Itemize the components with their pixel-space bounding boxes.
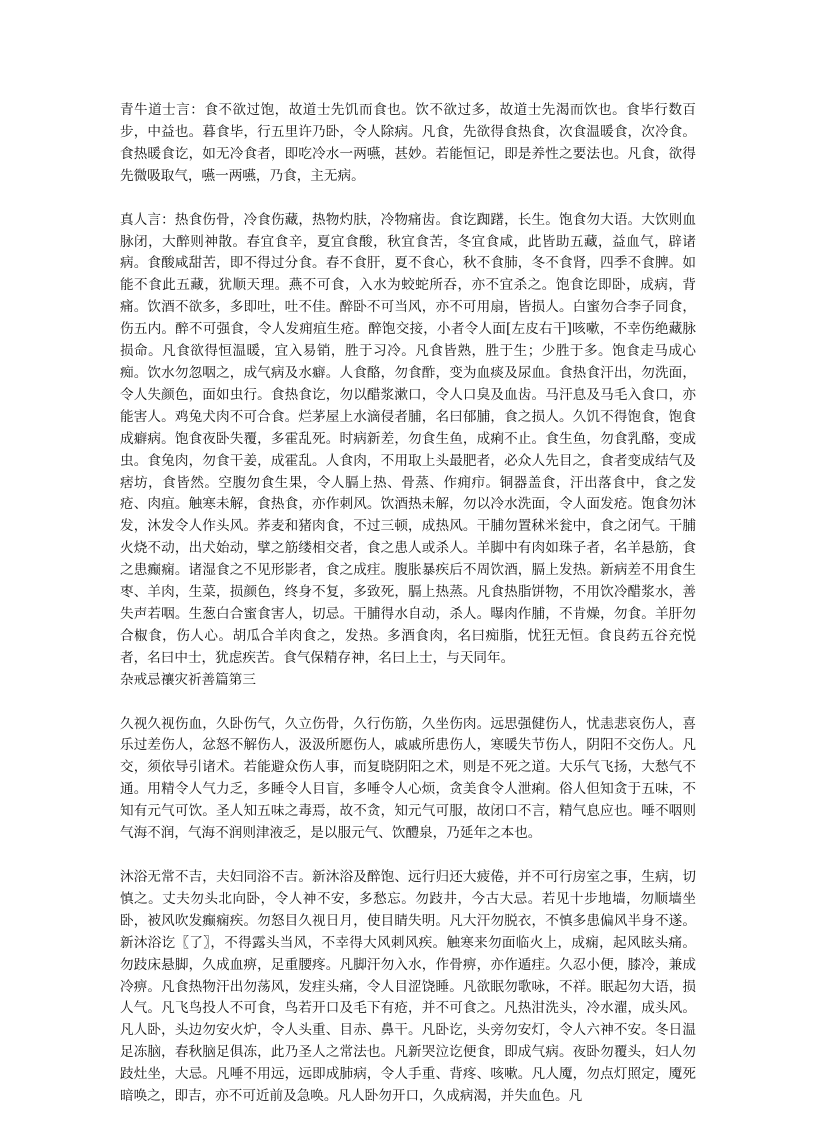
paragraph-qingniu: 青牛道士言：食不欲过饱，故道士先饥而食也。饮不欲过多，故道士先渴而饮也。食毕行数百步，中益也。暮食毕，行五里许乃卧，令人除病。凡食，先欲得食热食，次食温暖食，次冷食。食热暖食讫，如无冷食者，即吃冷水一两嚥，甚妙。若能恒记，即是养性之要法也。凡食，欲得先微吸取气，嚥一两嚥，乃食，主无病。 bbox=[120, 102, 696, 184]
paragraph-jiushi: 久视久视伤血，久卧伤气，久立伤骨，久行伤筋，久坐伤肉。远思强健伤人，忧恚悲哀伤人，喜乐过差伤人，忿怒不解伤人，汲汲所愿伤人，戚戚所患伤人，寒暖失节伤人，阴阳不交伤人。凡交，须依导引诸术。若能避众伤人事，而复晓阴阳之术，则是不死之道。大乐气飞扬，大愁气不通。用精令人气力乏，多睡令人目盲，多唾令人心烦，贪美食令人泄痢。俗人但知贪于五味，不知有元气可饮。圣人知五味之毒焉，故不贪，知元气可服，故闭口不言，精气息应也。唾不咽则气海不润，气海不润则津液乏，是以服元气、饮醴泉，乃延年之本也。 bbox=[120, 715, 696, 842]
document-page bbox=[120, 100, 696, 1130]
paragraph-muyu: 沐浴无常不吉，夫妇同浴不吉。新沐浴及醉饱、远行归还大疲倦，并不可行房室之事，生病，切慎之。丈夫勿头北向卧，令人神不安，多愁忘。勿跂井，今古大忌。若见十步地墙，勿顺墙坐卧，被风吹发癫痫疾。勿怒目久视日月，使目睛失明。凡大汗勿脱衣，不慎多患偏风半身不遂。新沐浴讫〖了〗，不得露头当风，不幸得大风刺风疾。触寒来勿面临火上，成痫，起风眩头痛。勿跂床悬脚，久成血痹，足重腰疼。凡脚汗勿入水，作骨痹，亦作遁疰。久忍小便，膝冷，兼成冷痹。凡食热物汗出勿荡风，发疰头痛，令人目涩饶睡。凡欲眠勿歌咏，不祥。眠起勿大语，损人气。凡飞鸟投人不可食，鸟若开口及毛下有疮，并不可食之。凡热泔洗头，冷水濯，成头风。凡人卧，头边勿安火炉，令人头重、目赤、鼻干。凡卧讫，头旁勿安灯，令人六神不安。冬日温足冻脑，春秋脑足俱冻，此乃圣人之常法也。凡新哭泣讫便食，即成气病。夜卧勿覆头，妇人勿跂灶坐，大忌。凡唾不用远，远即成肺病，令人手重、背疼、咳嗽。凡人魇，勿点灯照定，魇死暗唤之，即吉，亦不可近前及急唤。凡人卧勿开口，久成病渴，并失血色。凡 bbox=[120, 869, 696, 1105]
section-heading: 杂戒忌禳灾祈善篇第三 bbox=[120, 671, 256, 688]
paragraph-zhenren: 真人言：热食伤骨，冷食伤藏，热物灼肤，冷物痛齿。食讫踟躇，长生。饱食勿大语。大饮则血脉闭，大醉则神散。春宜食辛，夏宜食酸，秋宜食苦，冬宜食咸，此皆助五藏，益血气，辟诸病。食酸咸甜苦，即不得过分食。春不食肝，夏不食心，秋不食肺，冬不食肾，四季不食脾。如能不食此五藏，犹顺天理。燕不可食，入水为蛟蛇所吞，亦不宜杀之。饱食讫即卧，成病，背痛。饮酒不欲多，多即吐，吐不佳。醉卧不可当风，亦不可用扇，皆损人。白蜜勿合李子同食，伤五内。醉不可强食，令人发痈疽生疮。醉饱交接，小者令人面[左皮右干]咳嗽，不幸伤绝藏脉损命。凡食欲得恒温暖，宜入易销，胜于习冷。凡食皆熟，胜于生；少胜于多。饱食走马成心痴。饮水勿忽咽之，成气病及水癖。人食酪，勿食酢，变为血痰及尿血。食热食汗出，勿洗面，令人失颜色，面如虫行。食热食讫，勿以醋浆漱口，令人口臭及血齿。马汗息及马毛入食口，亦能害人。鸡兔犬肉不可合食。烂茅屋上水滴侵者脯，名曰郁脯，食之损人。久饥不得饱食，饱食成癖病。饱食夜卧失覆，多霍乱死。时病新差，勿食生鱼，成痢不止。食生鱼，勿食乳酪，变成虫。食兔肉，勿食干姜，成霍乱。人食肉，不用取上头最肥者，必众人先目之，食者变成结气及痞坊，食皆然。空腹勿食生果，令人膈上热、骨蒸、作痈疖。铜器盖食，汗出落食中，食之发疮、肉疽。触寒未解，食热食，亦作刺风。饮酒热未解，勿以冷水洗面，令人面发疮。饱食勿沐发，沐发令人作头风。荞麦和猪肉食，不过三顿，成热风。干脯勿置秫米瓮中，食之闭气。干脯火烧不动，出犬始动，擘之筋缕相交者，食之患人或杀人。羊脚中有肉如珠子者，名羊悬筋，食之患癫痫。诸湿食之不见形影者，食之成疰。腹胀暴疾后不周饮酒，膈上发热。新病差不用食生枣、羊肉，生菜，损颜色，终身不复，多致死，膈上热蒸。凡食热脂饼物，不用饮冷醋浆水，善失声若咽。生葱白合蜜食害人，切忌。干脯得水自动，杀人。曝肉作脯，不肯燥，勿食。羊肝勿合椒食，伤人心。胡瓜合羊肉食之，发热。多酒食肉，名曰痴脂，忧狂无恒。食良药五谷充悦者，名曰中士，犹虑疾苦。食气保精存神，名曰上士，与天同年。 bbox=[120, 211, 696, 666]
